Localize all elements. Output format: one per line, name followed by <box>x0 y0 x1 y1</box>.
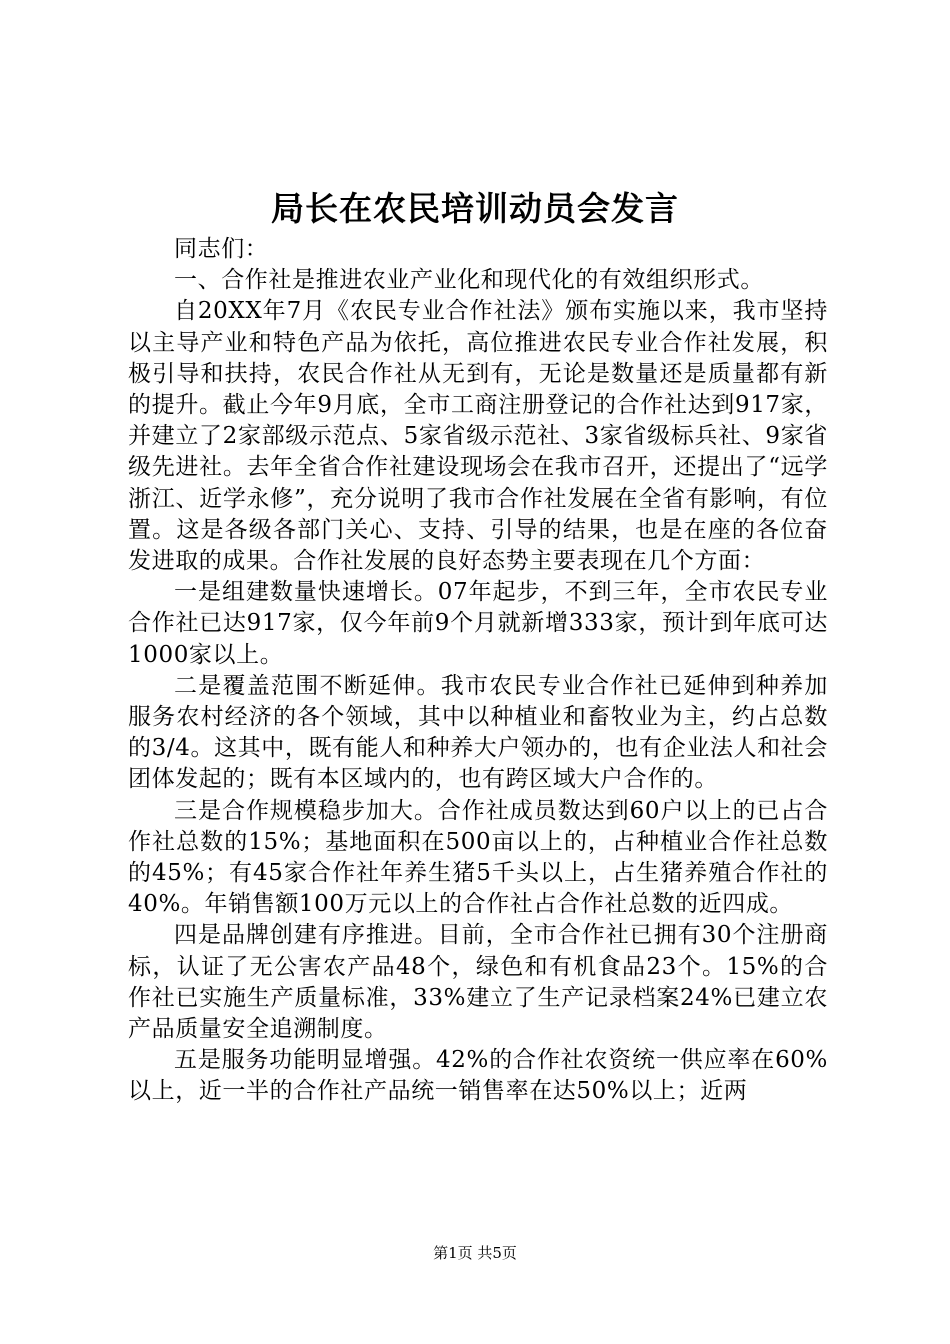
paragraph-point-3: 三是合作规模稳步加大。合作社成员数达到60户以上的已占合作社总数的15%；基地面积在500亩以上的，占种植业合作社总数的45%；有45家合作社年养生猪5千头以上，占生猪养殖合作社的40%。年销售额100万元以上的合作社占合作社总数的近四成。 <box>128 797 828 918</box>
paragraph-point-4: 四是品牌创建有序推进。目前，全市合作社已拥有30个注册商标，认证了无公害农产品48个，绿色和有机食品23个。15%的合作社已实施生产质量标准，33%建立了生产记录档案24%已建立农产品质量安全追溯制度。 <box>128 922 828 1043</box>
document-title: 局长在农民培训动员会发言 <box>271 189 679 228</box>
paragraph-intro: 自20XX年7月《农民专业合作社法》颁布实施以来，我市坚持以主导产业和特色产品为依托，高位推进农民专业合作社发展，积极引导和扶持，农民合作社从无到有，无论是数量还是质量都有新的提升。截止今年9月底，全市工商注册登记的合作社达到917家，并建立了2家部级示范点、5家省级示范社、3家省级标兵社、9家省级先进社。去年全省合作社建设现场会在我市召开，还提出了“远学浙江、近学永修”，充分说明了我市合作社发展在全省有影响，有位置。这是各级各部门关心、支持、引导的结果，也是在座的各位奋发进取的成果。合作社发展的良好态势主要表现在几个方面： <box>128 298 828 575</box>
paragraph-heading-1: 一、合作社是推进农业产业化和现代化的有效组织形式。 <box>174 267 764 294</box>
page-number-footer: 第1页 共5页 <box>433 1244 517 1262</box>
paragraph-point-2: 二是覆盖范围不断延伸。我市农民专业合作社已延伸到种养加服务农村经济的各个领域，其中以种植业和畜牧业为主，约占总数的3/4。这其中，既有能人和种养大户领办的，也有企业法人和社会团体发起的；既有本区域内的，也有跨区域大户合作的。 <box>128 672 828 793</box>
paragraph-salutation: 同志们： <box>174 236 269 262</box>
paragraph-point-5: 五是服务功能明显增强。42%的合作社农资统一供应率在60%以上，近一半的合作社产品统一销售率在达50%以上；近两 <box>128 1047 828 1105</box>
paragraph-point-1: 一是组建数量快速增长。07年起步，不到三年，全市农民专业合作社已达917家，仅今年前9个月就新增333家，预计到年底可达1000家以上。 <box>128 579 828 668</box>
document-body <box>128 234 828 1108</box>
